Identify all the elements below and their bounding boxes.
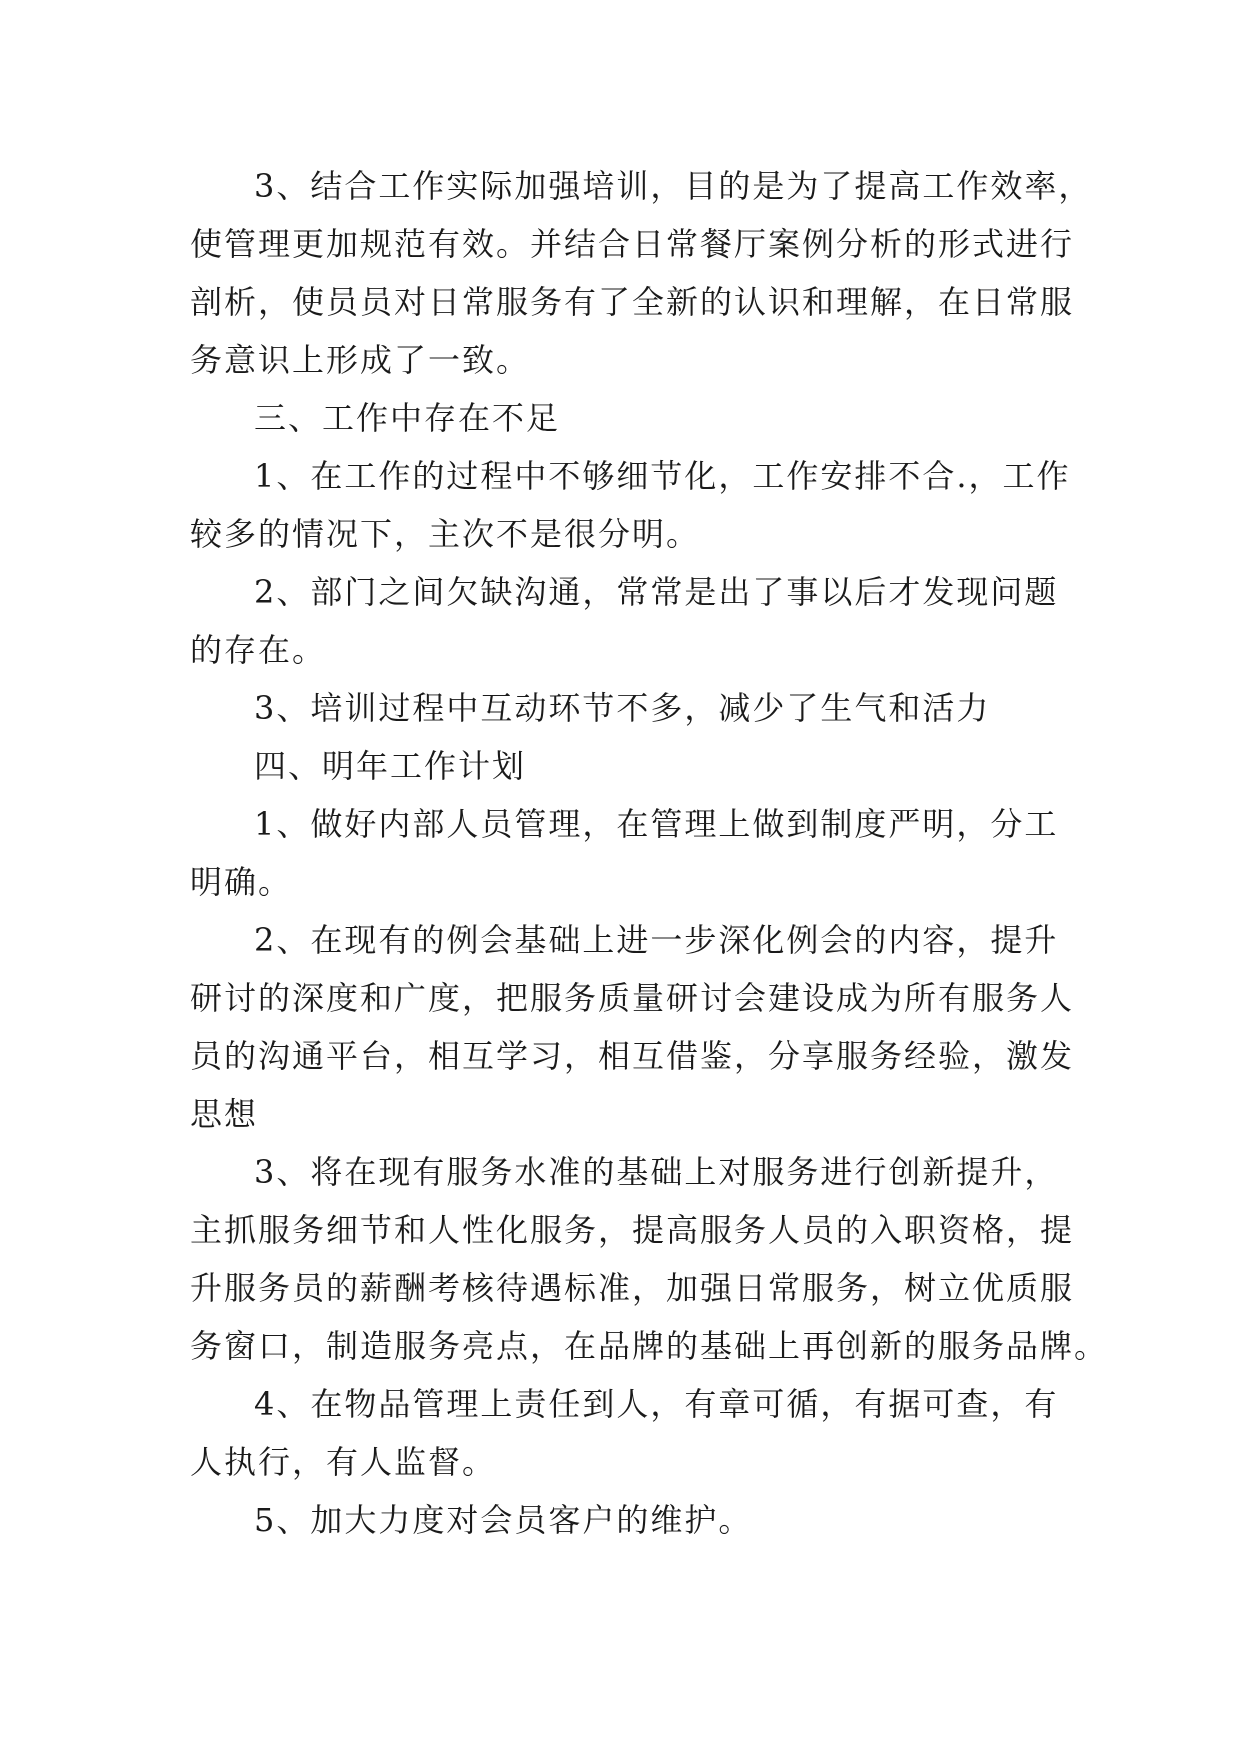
paragraph-line: 1、在工作的过程中不够细节化，工作安排不合.，工作 [254,457,1071,495]
section-heading: 四、明年工作计划 [254,747,527,785]
paragraph-line: 研讨的深度和广度，把服务质量研讨会建设成为所有服务人 [190,979,1075,1017]
paragraph-line: 1、做好内部人员管理，在管理上做到制度严明，分工 [254,805,1059,843]
paragraph-line: 3、结合工作实际加强培训，目的是为了提高工作效率， [254,167,1093,205]
paragraph-line: 的存在。 [190,631,327,669]
paragraph-line: 使管理更加规范有效。并结合日常餐厅案例分析的形式进行 [190,225,1075,263]
paragraph-line: 务窗口，制造服务亮点，在品牌的基础上再创新的服务品牌。 [190,1327,1109,1365]
paragraph-line: 5、加大力度对会员客户的维护。 [254,1501,753,1539]
paragraph-line: 人执行，有人监督。 [190,1443,497,1481]
paragraph-line: 思想 [190,1095,259,1133]
paragraph-line: 3、将在现有服务水准的基础上对服务进行创新提升， [254,1153,1059,1191]
paragraph-line: 明确。 [190,863,293,901]
paragraph-line: 升服务员的薪酬考核待遇标准，加强日常服务，树立优质服 [190,1269,1075,1307]
paragraph-line: 剖析，使员员对日常服务有了全新的认识和理解，在日常服 [190,283,1075,321]
paragraph-line: 2、在现有的例会基础上进一步深化例会的内容，提升 [254,921,1059,959]
paragraph-line: 务意识上形成了一致。 [190,341,531,379]
paragraph-line: 较多的情况下，主次不是很分明。 [190,515,701,553]
paragraph-line: 3、培训过程中互动环节不多，减少了生气和活力 [254,689,991,727]
paragraph-line: 2、部门之间欠缺沟通，常常是出了事以后才发现问题 [254,573,1059,611]
paragraph-line: 4、在物品管理上责任到人，有章可循，有据可查，有 [254,1385,1059,1423]
paragraph-line: 员的沟通平台，相互学习，相互借鉴，分享服务经验，激发 [190,1037,1075,1075]
paragraph-line: 主抓服务细节和人性化服务，提高服务人员的入职资格，提 [190,1211,1075,1249]
section-heading: 三、工作中存在不足 [254,399,561,437]
